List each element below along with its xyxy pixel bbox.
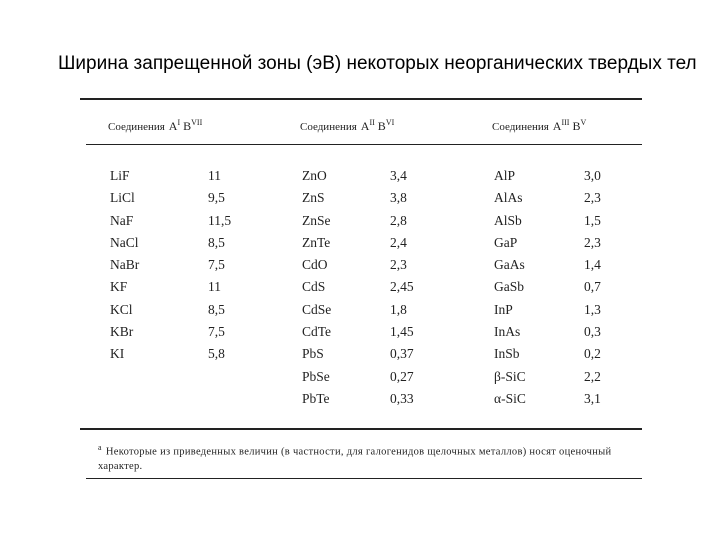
formula-a-sup: III: [561, 118, 570, 127]
formula-b-sup: V: [580, 118, 587, 127]
table-bottom-rule: [80, 428, 642, 430]
column-header-formula: [361, 119, 394, 133]
compound-cell: LiF: [110, 168, 130, 183]
band-gap-value: 11: [208, 168, 221, 183]
column-header-1: [108, 118, 202, 134]
column-header-formula: [553, 119, 586, 133]
band-gap-value: 11: [208, 279, 221, 295]
column-header-3: [492, 118, 586, 134]
band-gap-value: 1,45: [390, 324, 414, 340]
band-gap-value: 2,45: [390, 279, 414, 295]
compound-cell: InAs: [494, 324, 521, 340]
compound-cell: InSb: [494, 346, 520, 362]
formula-a-sup: I: [177, 118, 181, 127]
compound-cell: KBr: [110, 324, 134, 340]
column-header-label: Соединения: [108, 121, 165, 133]
value-column-3: [584, 165, 601, 410]
compound-cell: ZnS: [302, 190, 325, 206]
compound-cell: PbS: [302, 346, 324, 362]
band-gap-value: 1,5: [584, 212, 601, 228]
band-gap-value: 1,4: [584, 257, 601, 273]
compound-column-1: [110, 165, 139, 366]
compound-cell: CdS: [302, 279, 326, 295]
formula-b: B: [183, 119, 192, 133]
band-gap-value: 3,0: [584, 168, 601, 183]
band-gap-value: 2,8: [390, 212, 407, 228]
band-gap-value: 2,3: [390, 257, 407, 273]
band-gap-value: 11,5: [208, 212, 232, 228]
band-gap-value: 2,3: [584, 234, 601, 250]
column-header-formula: [169, 119, 202, 133]
compound-cell: α-SiC: [494, 390, 526, 406]
band-gap-value: 3,1: [584, 390, 601, 406]
band-gap-value: 0,7: [584, 279, 601, 295]
band-gap-value: 9,5: [208, 190, 225, 206]
band-gap-value: 0,2: [584, 346, 601, 362]
value-column-2: [390, 165, 414, 410]
compound-cell: GaSb: [494, 279, 524, 295]
formula-b: B: [572, 119, 581, 133]
footnote-rule: [86, 478, 642, 479]
compound-cell: PbTe: [302, 390, 330, 406]
band-gap-value: 8,5: [208, 301, 225, 317]
compound-cell: CdTe: [302, 324, 332, 340]
compound-cell: AlSb: [494, 212, 522, 228]
compound-cell: β-SiC: [494, 368, 526, 384]
band-gap-value: 0,33: [390, 390, 414, 406]
band-gap-value: 3,4: [390, 168, 407, 183]
compound-column-3: [494, 165, 526, 410]
compound-cell: PbSe: [302, 368, 330, 384]
band-gap-value: 2,3: [584, 190, 601, 206]
compound-cell: GaP: [494, 234, 518, 250]
value-column-1: [208, 165, 231, 366]
band-gap-value: 0,27: [390, 368, 414, 384]
column-header-2: [300, 118, 394, 134]
table-header-rule: [86, 144, 642, 145]
compound-cell: AlP: [494, 168, 516, 183]
column-header-label: Соединения: [300, 121, 357, 133]
compound-cell: NaF: [110, 212, 134, 228]
compound-cell: KCl: [110, 301, 133, 317]
band-gap-value: 1,8: [390, 301, 407, 317]
band-gap-value: 7,5: [208, 257, 225, 273]
compound-cell: ZnO: [302, 168, 327, 183]
compound-cell: NaBr: [110, 257, 140, 273]
compound-cell: NaCl: [110, 234, 139, 250]
footnote-text: Некоторые из приведенных величин (в частности, для галогенидов щелочных металлов) носят оценочный характер.: [98, 446, 612, 472]
compound-cell: AlAs: [494, 190, 523, 206]
footnote-mark: а: [98, 443, 102, 452]
compound-cell: CdO: [302, 257, 328, 273]
table-footnote: [98, 441, 643, 474]
formula-a: A: [168, 119, 178, 133]
compound-cell: LiCl: [110, 190, 135, 206]
band-gap-value: 0,3: [584, 324, 601, 340]
band-gap-value: 8,5: [208, 234, 225, 250]
band-gap-value: 0,37: [390, 346, 414, 362]
band-gap-value: 7,5: [208, 324, 225, 340]
formula-a-sup: II: [369, 118, 375, 127]
formula-b: B: [377, 119, 386, 133]
compound-column-2: [302, 165, 331, 410]
compound-cell: KI: [110, 346, 125, 362]
column-header-label: Соединения: [492, 121, 549, 133]
compound-cell: ZnTe: [302, 234, 331, 250]
formula-a: A: [360, 119, 370, 133]
compound-cell: KF: [110, 279, 128, 295]
band-gap-value: 3,8: [390, 190, 407, 206]
band-gap-value: 2,2: [584, 368, 601, 384]
compound-cell: CdSe: [302, 301, 332, 317]
band-gap-value: 1,3: [584, 301, 601, 317]
band-gap-table: [80, 88, 645, 488]
compound-cell: ZnSe: [302, 212, 331, 228]
compound-cell: GaAs: [494, 257, 525, 273]
slide-title: Ширина запрещенной зоны (эВ) некоторых неорганических твердых тел: [58, 53, 697, 74]
compound-cell: InP: [494, 301, 513, 317]
table-top-rule: [80, 98, 642, 100]
formula-a: A: [552, 119, 562, 133]
formula-b-sup: VII: [191, 118, 203, 127]
band-gap-value: 2,4: [390, 234, 407, 250]
band-gap-value: 5,8: [208, 346, 225, 362]
formula-b-sup: VI: [385, 118, 395, 127]
